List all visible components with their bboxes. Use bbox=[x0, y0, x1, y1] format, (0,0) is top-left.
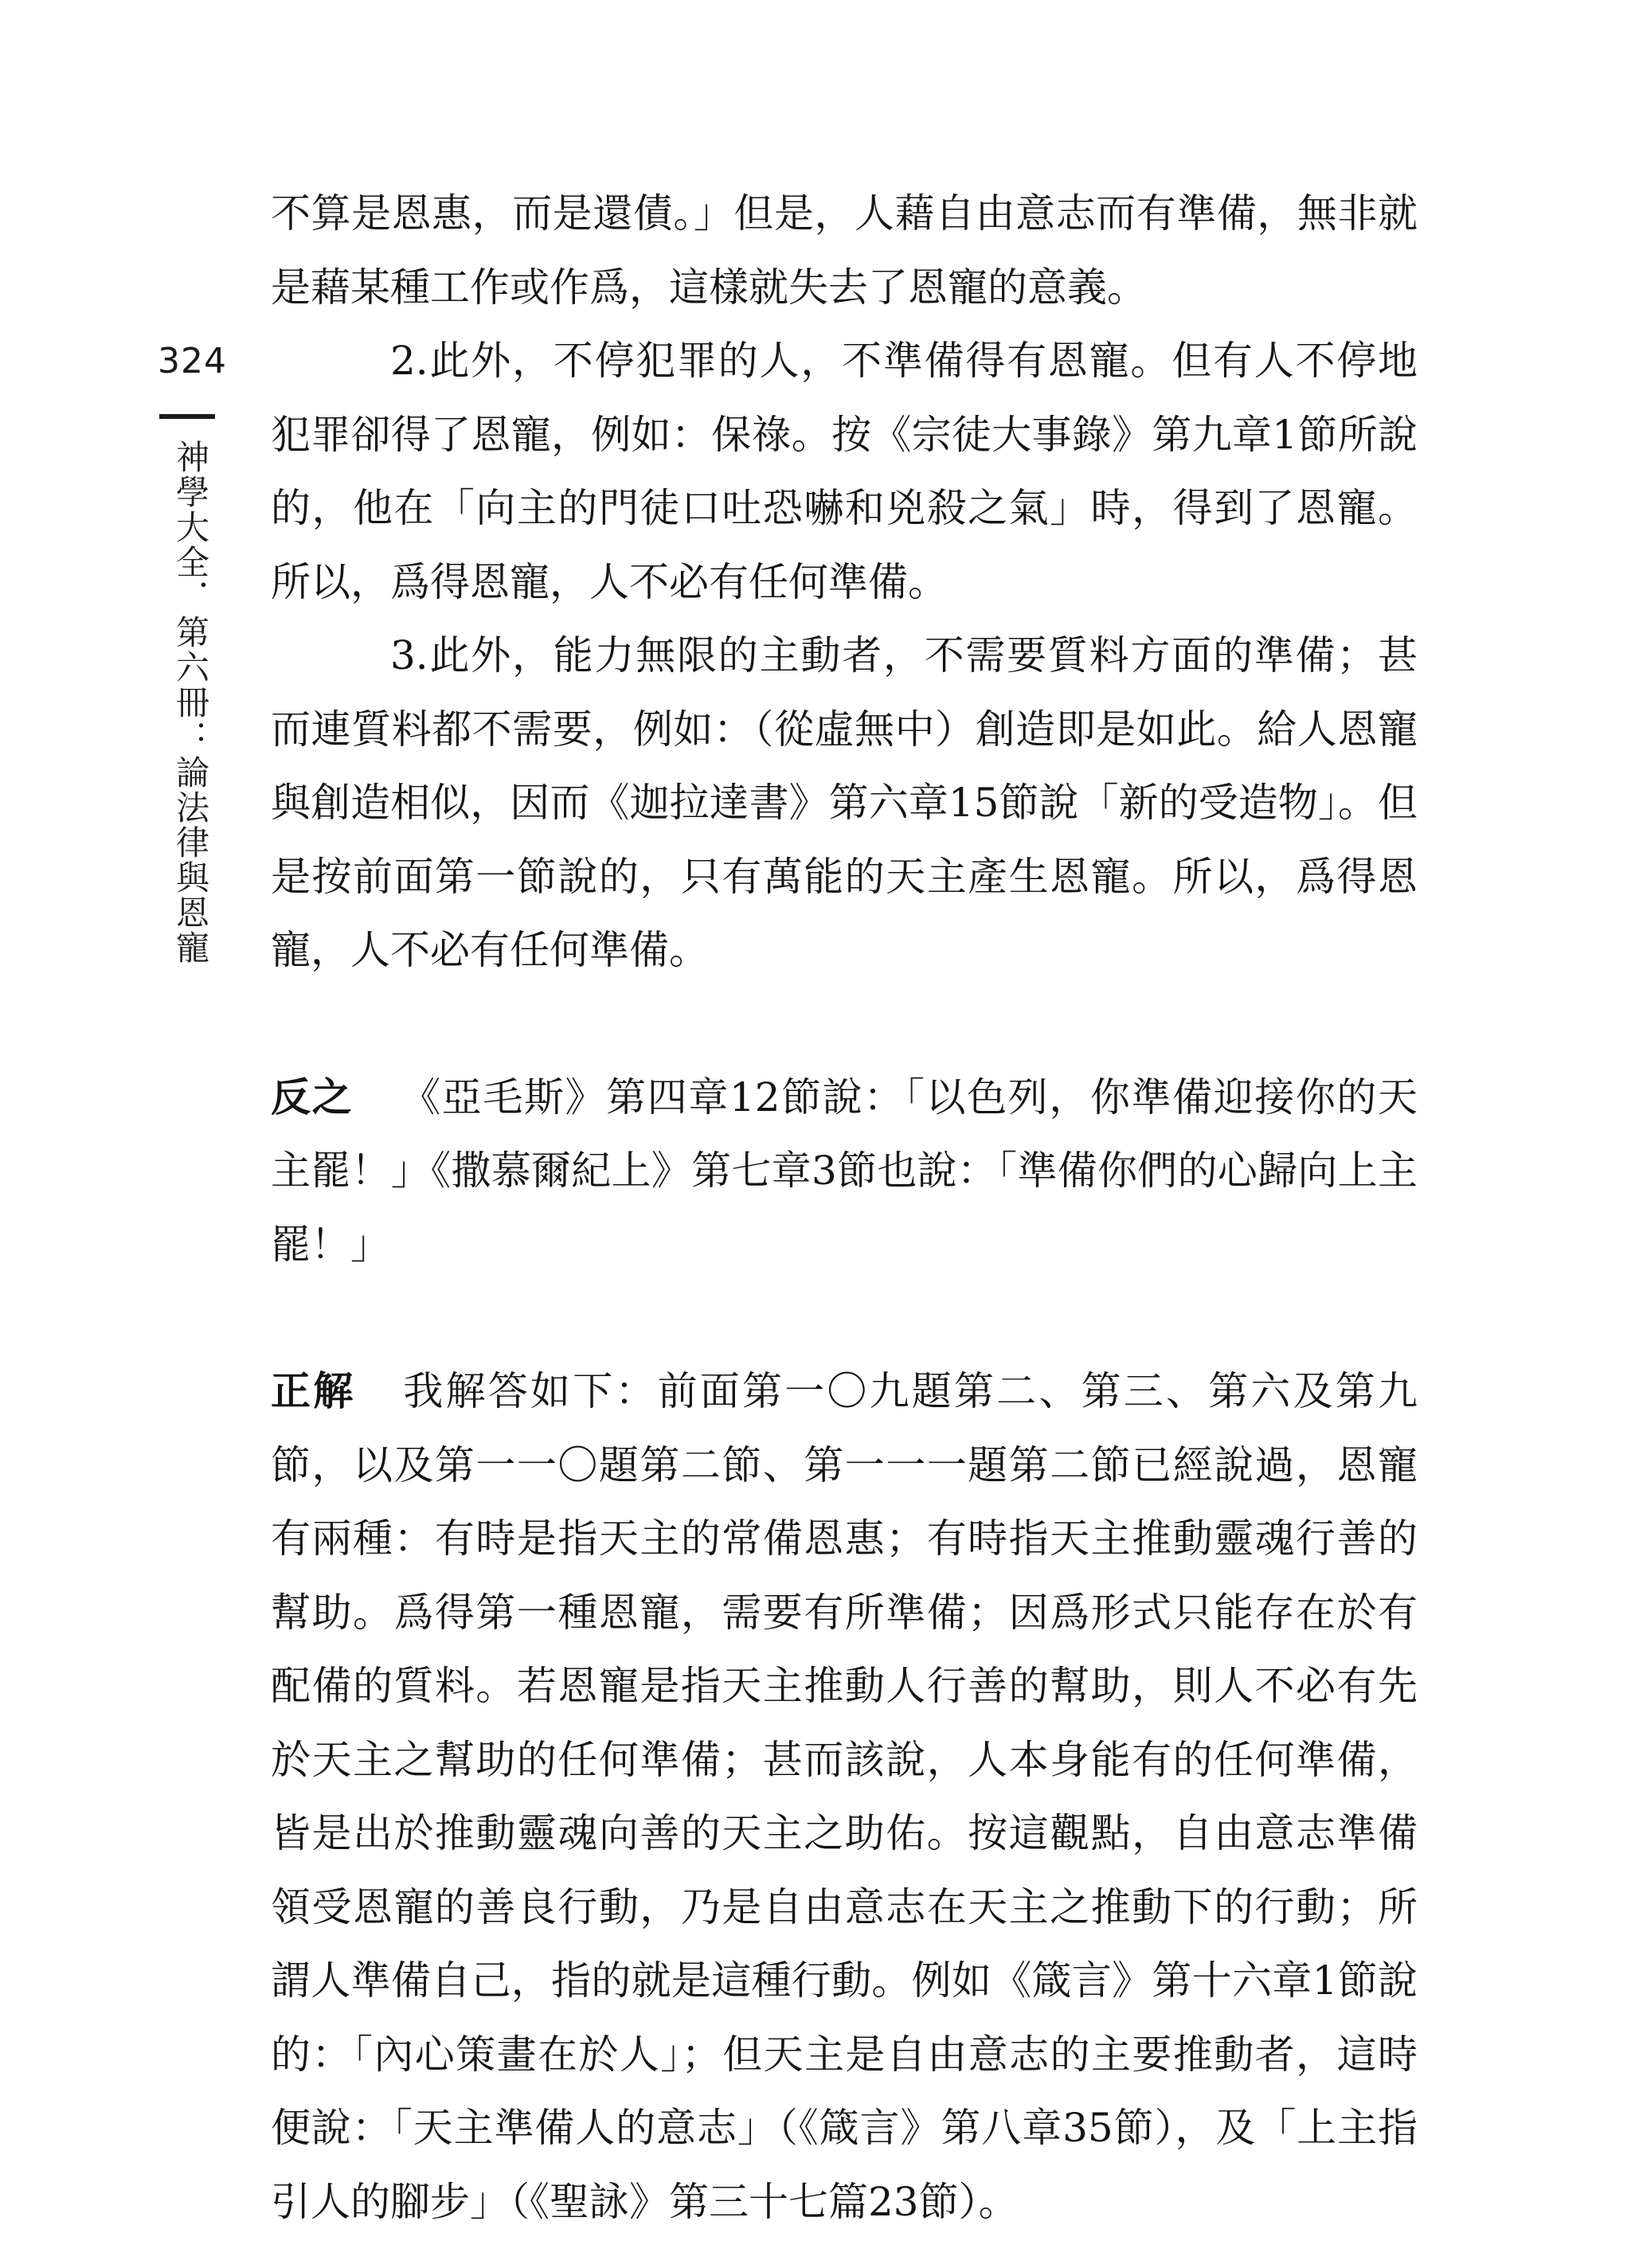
answer-text: 我解答如下：前面第一〇九題第二、第三、第六及第九節，以及第一一〇題第二節、第一一一題第二節已經說過，恩寵有兩種：有時是指天主的常備恩惠；有時指天主推動靈魂行善的幫助。爲得第一種恩寵，需要有所準備；因爲形式只能存在於有配備的質料。若恩寵是指天主推動人行善的幫助，則人不必有先於天主之幫助的任何準備；甚而該說，人本身能有的任何準備，皆是出於推動靈魂向善的天主之助佑。按這觀點，自由意志準備領受恩寵的善良行動，乃是自由意志在天主之推動下的行動；所謂人準備自己，指的就是這種行動。例如《箴言》第十六章1節說的：「內心策畫在於人」；但天主是自由意志的主要推動者，這時便說：「天主準備人的意志」（《箴言》第八章35節），及「上主指引人的腳步」（《聖詠》第三十七篇23節）。 bbox=[271, 1368, 1418, 2225]
page-number: 324 bbox=[158, 341, 227, 381]
answer-paragraph bbox=[271, 1355, 1418, 2239]
answer-label: 正解 bbox=[271, 1368, 356, 1414]
margin-rule bbox=[159, 414, 215, 419]
running-head: 神學大全．第六冊：論法律與恩寵 bbox=[171, 440, 210, 965]
body-text bbox=[271, 177, 1418, 2239]
contra-text: 《亞毛斯》第四章12節說：「以色列，你準備迎接你的天主罷！」《撒慕爾紀上》第七章3節也說：「準備你們的心歸向上主罷！」 bbox=[271, 1073, 1418, 1268]
objection-2: 2.此外，不停犯罪的人，不準備得有恩寵。但有人不停地犯罪卻得了恩寵，例如：保祿。按《宗徒大事錄》第九章1節所說的，他在「向主的門徒口吐恐嚇和兇殺之氣」時，得到了恩寵。所以，爲得恩寵，人不必有任何準備。 bbox=[271, 338, 1418, 605]
contra-paragraph bbox=[271, 1061, 1418, 1282]
objection-3: 3.此外，能力無限的主動者，不需要質料方面的準備；甚而連質料都不需要，例如：（從虛無中）創造即是如此。給人恩寵與創造相似，因而《迦拉達書》第六章15節說「新的受造物」。但是按前面第一節說的，只有萬能的天主產生恩寵。所以，爲得恩寵，人不必有任何準備。 bbox=[271, 632, 1418, 973]
contra-label: 反之 bbox=[271, 1073, 354, 1120]
paragraph-continuation: 不算是恩惠，而是還債。」但是，人藉自由意志而有準備，無非就是藉某種工作或作爲，這樣就失去了恩寵的意義。 bbox=[271, 190, 1418, 311]
